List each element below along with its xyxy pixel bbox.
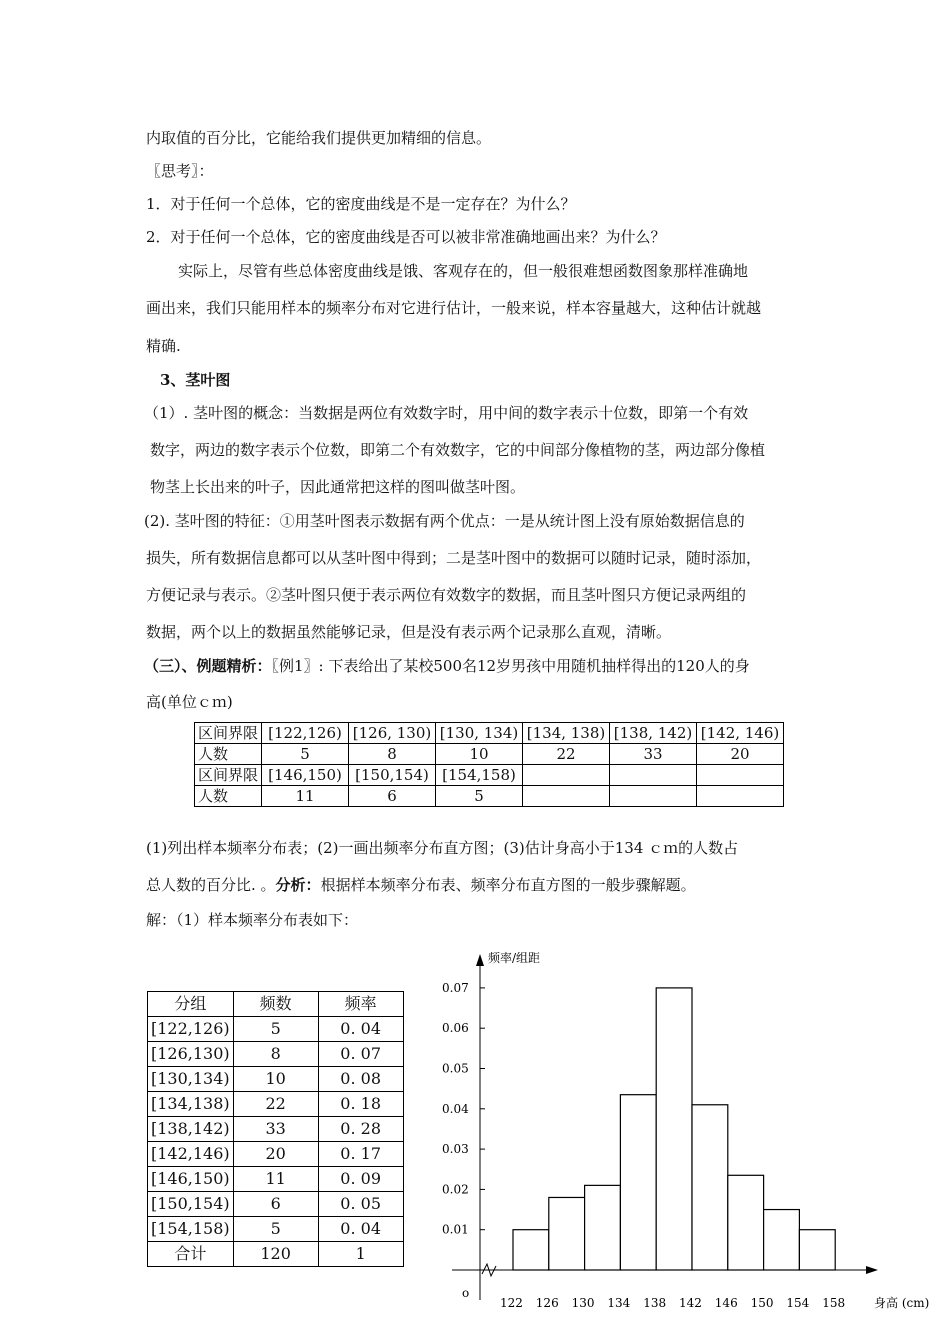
x-tick-label: 122 — [500, 1296, 523, 1310]
table-cell: 6 — [233, 1192, 318, 1217]
histogram-bar — [549, 1197, 585, 1270]
text-line: （1）. 茎叶图的概念：当数据是两位有效数字时，用中间的数字表示十位数，即第一个有效 — [144, 404, 749, 422]
table-cell: 20 — [233, 1142, 318, 1167]
table-row — [148, 1117, 404, 1142]
table-cell: 区间界限 — [195, 723, 262, 744]
table-cell: 0. 05 — [318, 1192, 403, 1217]
x-tick-label: 130 — [571, 1296, 595, 1310]
table-cell — [610, 765, 697, 786]
table-cell: 1 — [318, 1242, 403, 1267]
frequency-table — [147, 991, 404, 1267]
histogram-bar — [799, 1230, 835, 1270]
table-row — [148, 1017, 404, 1042]
table-cell: 0. 28 — [318, 1117, 403, 1142]
y-tick-label: 0.06 — [442, 1021, 469, 1036]
table-cell: [126,130) — [148, 1042, 234, 1067]
table-total-row — [148, 1242, 404, 1267]
table-row — [195, 786, 784, 807]
example-heading: （三）、例题精析： — [144, 657, 272, 675]
text-line: 方便记录与表示。②茎叶图只便于表示两位有效数字的数据，而且茎叶图只方便记录两组的 — [146, 586, 747, 604]
x-tick-label: 154 — [786, 1296, 810, 1310]
table-cell: [146,150) — [148, 1167, 234, 1192]
text-line: 1．对于任何一个总体，它的密度曲线是不是一定存在？为什么？ — [146, 195, 576, 213]
table-cell: [154,158) — [148, 1217, 234, 1242]
y-tick-label: 0.07 — [442, 980, 469, 995]
table-cell — [523, 765, 610, 786]
table-cell: [130,134) — [148, 1067, 234, 1092]
table-cell: 区间界限 — [195, 765, 262, 786]
origin-label: o — [462, 1286, 470, 1300]
table-cell: [142, 146) — [697, 723, 784, 744]
histogram-bar — [656, 988, 692, 1270]
histogram-bar — [764, 1210, 800, 1270]
table-cell: 0. 18 — [318, 1092, 403, 1117]
table-cell: 20 — [697, 744, 784, 765]
table-cell: [150,154) — [349, 765, 436, 786]
table-cell: 5 — [233, 1017, 318, 1042]
table-cell: 8 — [349, 744, 436, 765]
table-cell: [146,150) — [262, 765, 349, 786]
table-cell: 0. 17 — [318, 1142, 403, 1167]
height-data-table — [194, 722, 784, 807]
table-cell: 11 — [262, 786, 349, 807]
example-line — [144, 656, 750, 676]
column-header: 频数 — [233, 992, 318, 1017]
x-tick-label: 150 — [750, 1296, 774, 1310]
table-cell: 10 — [436, 744, 523, 765]
table-cell: 11 — [233, 1167, 318, 1192]
section-heading: 3、茎叶图 — [160, 371, 231, 389]
table-cell — [610, 786, 697, 807]
x-tick-label: 142 — [679, 1296, 702, 1310]
table-cell: 0. 07 — [318, 1042, 403, 1067]
table-cell: 人数 — [195, 744, 262, 765]
y-axis-label: 频率/组距 — [488, 951, 541, 965]
table-header-row — [148, 992, 404, 1017]
table-cell — [697, 765, 784, 786]
table-row — [148, 1042, 404, 1067]
text-line: 画出来，我们只能用样本的频率分布对它进行估计，一般来说，样本容量越大，这种估计就越 — [146, 299, 762, 317]
table-cell: 33 — [233, 1117, 318, 1142]
text-line: 数据，两个以上的数据虽然能够记录，但是没有表示两个记录那么直观，清晰。 — [146, 623, 672, 641]
table-cell: 5 — [262, 744, 349, 765]
text-line: 2．对于任何一个总体，它的密度曲线是否可以被非常准确地画出来？为什么？ — [146, 228, 666, 246]
x-tick-label: 126 — [535, 1296, 559, 1310]
text-line: 损失，所有数据信息都可以从茎叶图中得到；二是茎叶图中的数据可以随时记录，随时添加， — [146, 549, 762, 567]
table-cell: 人数 — [195, 786, 262, 807]
text-line: 实际上，尽管有些总体密度曲线是饿、客观存在的，但一般很难想函数图象那样准确地 — [178, 262, 749, 280]
table-cell: [134, 138) — [523, 723, 610, 744]
table-row — [195, 744, 784, 765]
table-cell: 22 — [523, 744, 610, 765]
text-line: 精确. — [146, 337, 181, 355]
x-tick-label: 146 — [714, 1296, 738, 1310]
frequency-histogram — [430, 940, 940, 1325]
text-segment: 总人数的百分比. 。 — [146, 876, 276, 894]
table-cell: 10 — [233, 1067, 318, 1092]
table-row — [148, 1142, 404, 1167]
table-row — [148, 1192, 404, 1217]
x-axis-arrow — [866, 1266, 878, 1274]
axis-break-mark — [482, 1264, 496, 1276]
table-cell: 0. 08 — [318, 1067, 403, 1092]
table-cell: 5 — [436, 786, 523, 807]
table-cell: 22 — [233, 1092, 318, 1117]
text-line: 物茎上长出来的叶子，因此通常把这样的图叫做茎叶图。 — [150, 478, 526, 496]
example-text: 〖例1〗: 下表给出了某校500名12岁男孩中用随机抽样得出的120人的身 — [271, 657, 750, 675]
histogram-bar — [692, 1105, 728, 1270]
table-cell: 合计 — [148, 1242, 234, 1267]
text-line: (1)列出样本频率分布表；(2)一画出频率分布直方图；(3)估计身高小于134 ｃｍ的人数占 — [146, 839, 739, 857]
table-cell — [697, 786, 784, 807]
text-line: 高(单位ｃｍ) — [146, 693, 233, 711]
text-line: 数字，两边的数字表示个位数，即第二个有效数字，它的中间部分像植物的茎，两边部分像植 — [150, 441, 766, 459]
y-tick-label: 0.01 — [442, 1222, 469, 1237]
table-row — [148, 1067, 404, 1092]
table-cell: [138, 142) — [610, 723, 697, 744]
table-cell: [150,154) — [148, 1192, 234, 1217]
analysis-label: 分析： — [275, 876, 321, 894]
table-cell: 6 — [349, 786, 436, 807]
y-tick-label: 0.05 — [442, 1061, 469, 1076]
histogram-bar — [620, 1095, 656, 1270]
histogram-bar — [585, 1185, 621, 1270]
table-cell: 0. 04 — [318, 1017, 403, 1042]
table-cell: [154,158) — [436, 765, 523, 786]
table-cell: 5 — [233, 1217, 318, 1242]
y-tick-label: 0.04 — [442, 1101, 469, 1116]
table-cell: 33 — [610, 744, 697, 765]
text-line: 内取值的百分比，它能给我们提供更加精细的信息。 — [146, 129, 492, 147]
x-tick-label: 158 — [822, 1296, 846, 1310]
x-tick-label: 134 — [607, 1296, 631, 1310]
table-row — [195, 765, 784, 786]
table-cell: [130, 134) — [436, 723, 523, 744]
histogram-bar — [728, 1175, 764, 1270]
x-tick-label: 138 — [643, 1296, 667, 1310]
table-row — [148, 1092, 404, 1117]
text-line: 〖思考〗： — [146, 162, 214, 180]
table-cell: [126, 130) — [349, 723, 436, 744]
table-row — [195, 723, 784, 744]
text-segment: 根据样本频率分布表、频率分布直方图的一般步骤解题。 — [320, 876, 696, 894]
table-cell: [138,142) — [148, 1117, 234, 1142]
table-cell: [142,146) — [148, 1142, 234, 1167]
column-header: 分组 — [148, 992, 234, 1017]
table-cell: 120 — [233, 1242, 318, 1267]
table-cell: [134,138) — [148, 1092, 234, 1117]
table-cell: 0. 09 — [318, 1167, 403, 1192]
table-row — [148, 1167, 404, 1192]
text-line: (2). 茎叶图的特征：①用茎叶图表示数据有两个优点：一是从统计图上没有原始数据信息的 — [144, 512, 745, 530]
table-cell: 8 — [233, 1042, 318, 1067]
column-header: 频率 — [318, 992, 403, 1017]
table-cell: [122,126) — [262, 723, 349, 744]
text-line: 解：（1）样本频率分布表如下： — [146, 911, 359, 929]
table-cell: [122,126) — [148, 1017, 234, 1042]
table-cell: 0. 04 — [318, 1217, 403, 1242]
y-axis-arrow — [476, 954, 484, 966]
table-cell — [523, 786, 610, 807]
y-tick-label: 0.03 — [442, 1142, 469, 1157]
analysis-line — [146, 875, 696, 895]
x-axis-label: 身高 (cm) — [874, 1296, 930, 1310]
histogram-bar — [513, 1230, 549, 1270]
table-row — [148, 1217, 404, 1242]
y-tick-label: 0.02 — [442, 1182, 469, 1197]
